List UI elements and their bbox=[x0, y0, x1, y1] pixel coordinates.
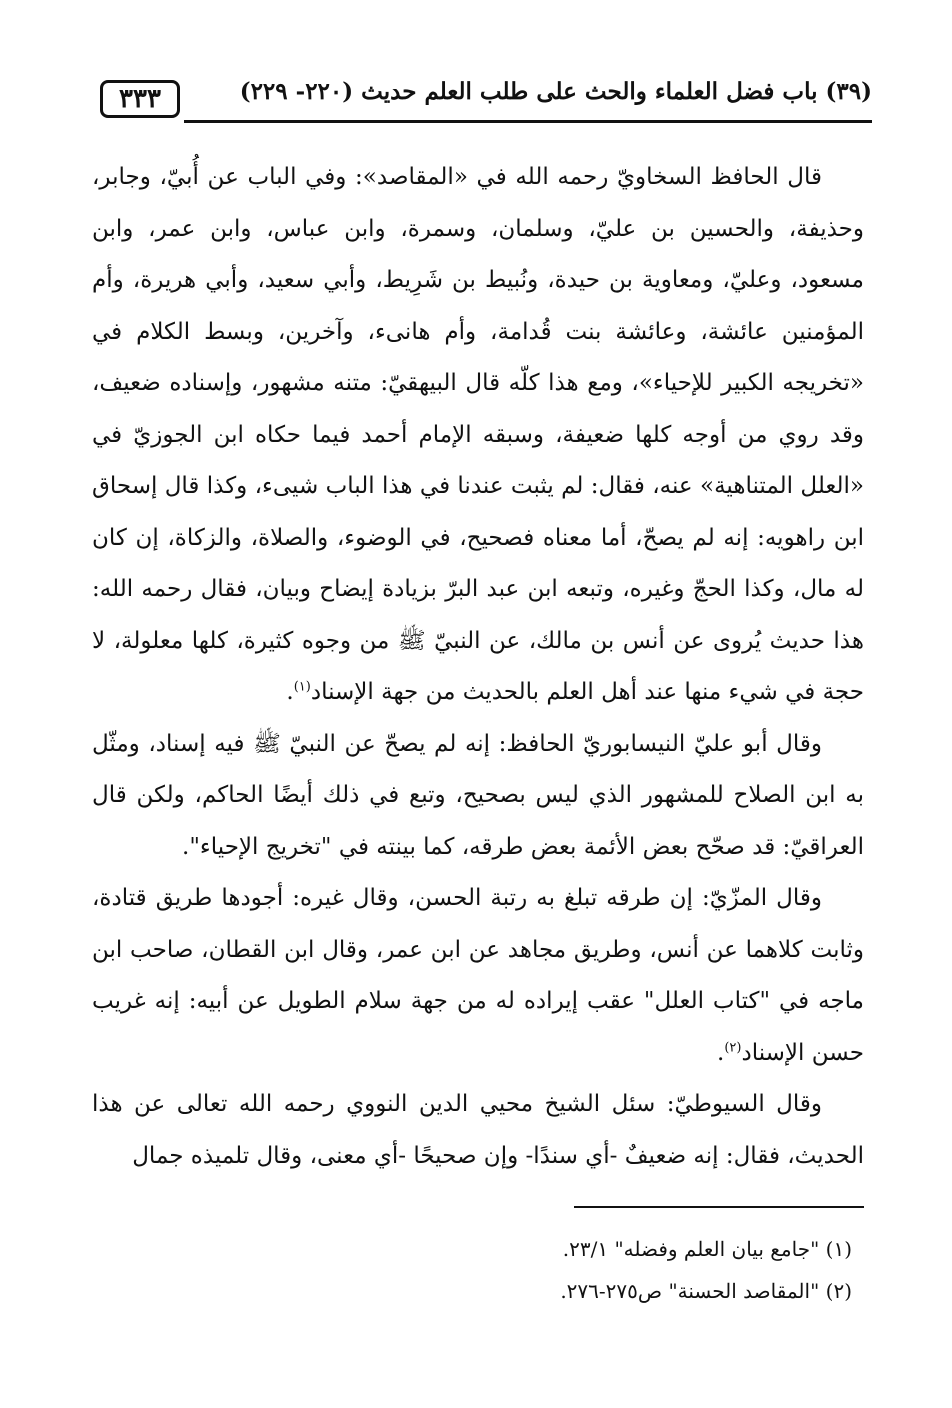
paragraph-text: وقال السيوطيّ: سئل الشيخ محيي الدين النووي رحمه الله تعالى عن هذا الحديث، فقال: إنه ضعيفٌ -أي سندًا- وإن صحيحًا -أي معنى، وقال تلميذه جمال bbox=[92, 1091, 864, 1169]
footnote-ref: (١) bbox=[293, 679, 311, 695]
footnotes bbox=[152, 1228, 852, 1312]
header-title: (٣٩) باب فضل العلماء والحث على طلب العلم حديث (٢٢٠- ٢٢٩) bbox=[239, 78, 872, 105]
paragraph-text: وقال المزّيّ: إن طرقه تبلغ به رتبة الحسن، وقال غيره: أجودها طريق قتادة، وثابت كلاهما عن أنس، وطريق مجاهد عن ابن عمر، وقال ابن القطان، صاحب ابن ماجه في "كتاب العلل" عقب إيراده له من جهة سلام الطويل عن أبيه: إنه غريب حسن الإسناد bbox=[92, 885, 864, 1066]
paragraph bbox=[92, 1079, 864, 1182]
paragraph: قال الحافظ السخاويّ رحمه الله في «المقاصد»: وفي الباب عن أُبيّ، وجابر، وحذيفة، والحسين بن عليّ، وسلمان، وسمرة، وابن عباس، وابن عمر، وابن مسعود، وعليّ، ومعاوية بن حيدة، ونُبيط بن شَرِيط، وأبي سعيد، وأبي هريرة، وأم المؤمنين عائشة، وعائشة بنت قُدامة، وأم هانىء، وآخرين، وبسط الكلام في «تخريجه الكبير للإحياء»، ومع هذا كلّه قال البيهقيّ: متنه مشهور، وإسناده ضعيف، وقد روي من أوجه كلها ضعيفة، وسبقه الإمام أحمد فيما حكاه ابن الجوزيّ في «العلل المتناهية» عنه، فقال: لم يثبت عندنا في هذا الباب شيىء، وكذا قال إسحاق ابن راهويه: إنه لم يصحّ، أما معناه فصحيح، في الوضوء، والصلاة، والزكاة، إن كان له مال، وكذا الحجّ وغيره، وتبعه ابن عبد البرّ بزيادة إيضاح وبيان، فقال رحمه الله: هذا حديث يُروى عن أنس بن مالك، عن النبيّ ﷺ من وجوه كثيرة، كلها معلولة، لا حجة في شيء منها عند أهل العلم بالحديث من جهة الإسناد$^{(١)}$. bbox=[92, 164, 864, 705]
footnote: (٢) "المقاصد الحسنة" ص٢٧٥-٢٧٦. bbox=[560, 1279, 852, 1303]
footnote-ref: (٢) bbox=[724, 1039, 742, 1055]
running-header bbox=[100, 72, 872, 122]
page-number: ٣٣٣ bbox=[100, 80, 180, 118]
footnote: (١) "جامع بيان العلم وفضله" ٢٣/١. bbox=[562, 1237, 852, 1261]
footnote-divider bbox=[574, 1206, 864, 1208]
paragraph: وقال المزّيّ: إن طرقه تبلغ به رتبة الحسن، وقال غيره: أجودها طريق قتادة، وثابت كلاهما عن أنس، وطريق مجاهد عن ابن عمر، وقال ابن القطان، صاحب ابن ماجه في "كتاب العلل" عقب إيراده له من جهة سلام الطويل عن أبيه: إنه غريب حسن الإسناد$^{(٢)}$. bbox=[92, 885, 864, 1066]
paragraph bbox=[92, 719, 864, 874]
paragraph-text: وقال أبو عليّ النيسابوريّ الحافظ: إنه لم يصحّ عن النبيّ ﷺ فيه إسناد، ومثّل به ابن الصلاح للمشهور الذي ليس بصحيح، وتبع في ذلك أيضًا الحاكم، ولكن قال العراقيّ: قد صحّح بعض الأئمة بعض طرقه، كما بينته في "تخريج الإحياء". bbox=[92, 730, 864, 860]
main-text bbox=[92, 152, 864, 1182]
header-rule bbox=[184, 120, 872, 123]
paragraph-text: قال الحافظ السخاويّ رحمه الله في «المقاصد»: وفي الباب عن أُبيّ، وجابر، وحذيفة، والحسين بن عليّ، وسلمان، وسمرة، وابن عباس، وابن عمر، وابن مسعود، وعليّ، ومعاوية بن حيدة، ونُبيط بن شَرِيط، وأبي سعيد، وأبي هريرة، وأم المؤمنين عائشة، وعائشة بنت قُدامة، وأم هانىء، وآخرين، وبسط الكلام في «تخريجه الكبير للإحياء»، ومع هذا كلّه قال البيهقيّ: متنه مشهور، وإسناده ضعيف، وقد روي من أوجه كلها ضعيفة، وسبقه الإمام أحمد فيما حكاه ابن الجوزيّ في «العلل المتناهية» عنه، فقال: لم يثبت عندنا في هذا الباب شيىء، وكذا قال إسحاق ابن راهويه: إنه لم يصحّ، أما معناه فصحيح، في الوضوء، والصلاة، والزكاة، إن كان له مال، وكذا الحجّ وغيره، وتبعه ابن عبد البرّ بزيادة إيضاح وبيان، فقال رحمه الله: هذا حديث يُروى عن أنس بن مالك، عن النبيّ ﷺ من وجوه كثيرة، كلها معلولة، لا حجة في شيء منها عند أهل العلم بالحديث من جهة الإسناد bbox=[92, 164, 864, 705]
